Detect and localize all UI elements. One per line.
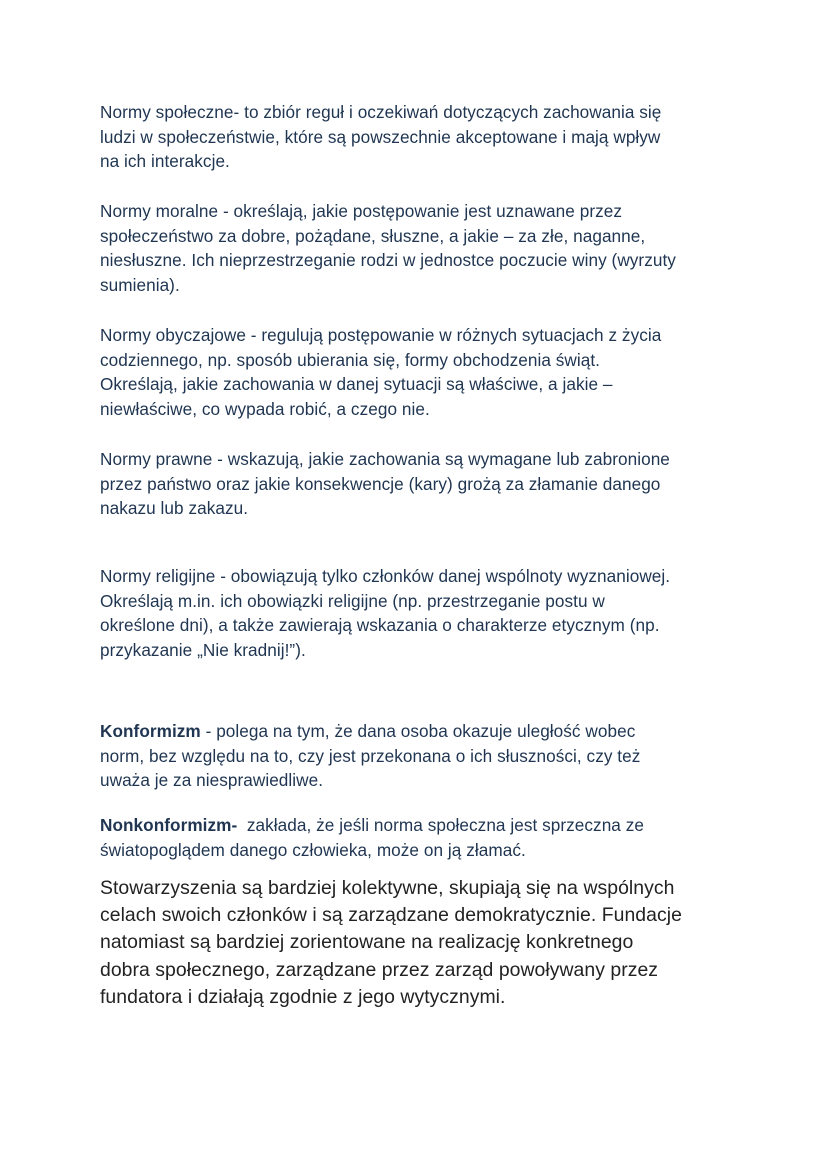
- text-line: Normy religijne - obowiązują tylko członków danej wspólnoty wyznaniowej.: [100, 566, 671, 586]
- text-line: natomiast są bardziej zorientowane na realizację konkretnego: [100, 931, 634, 954]
- text-line: [100, 813, 740, 838]
- text-line: na ich interakcje.: [100, 151, 230, 171]
- text-line: Normy obyczajowe - regulują postępowanie w różnych sytuacjach z życia: [100, 325, 662, 345]
- paragraph-custom-norms: [100, 323, 740, 421]
- text-line: nakazu lub zakazu.: [100, 498, 249, 518]
- text-run: zakłada, że jeśli norma społeczna jest sprzeczna ze: [237, 815, 644, 835]
- paragraph-legal-norms: [100, 447, 740, 521]
- text-line: światopoglądem danego człowieka, może on ją złamać.: [100, 839, 526, 860]
- text-line: określone dni), a także zawierają wskazania o charakterze etycznym (np.: [100, 615, 660, 635]
- text-line: niewłaściwe, co wypada robić, a czego nie.: [100, 398, 430, 419]
- text-line: niesłuszne. Ich nieprzestrzeganie rodzi w jednostce poczucie winy (wyrzuty: [100, 250, 676, 270]
- text-line: norm, bez względu na to, czy jest przekonana o ich słuszności, czy też: [100, 745, 641, 766]
- term-conformism: Konformizm: [100, 721, 201, 741]
- paragraph-moral-norms: [100, 199, 740, 297]
- text-line: sumienia).: [100, 274, 180, 295]
- text-run: - polega na tym, że dana osoba okazuje uległość wobec: [200, 721, 636, 741]
- paragraph-nonconformism: [100, 813, 740, 862]
- text-line: przykazanie „Nie kradnij!”).: [100, 639, 306, 660]
- text-line: Stowarzyszenia są bardziej kolektywne, skupiają się na wspólnych: [100, 877, 675, 899]
- paragraph-social-norms: [100, 100, 740, 174]
- text-line: społeczeństwo za dobre, pożądane, słuszne, a jakie – za złe, naganne,: [100, 225, 646, 246]
- term-nonconformism: Nonkonformizm-: [100, 815, 238, 835]
- text-line: Określają m.in. ich obowiązki religijne (np. przestrzeganie postu w: [100, 590, 605, 611]
- text-line: Normy moralne - określają, jakie postępowanie jest uznawane przez: [100, 201, 622, 221]
- text-line: fundatora i działają zgodnie z jego wytycznymi.: [100, 985, 506, 1008]
- text-line: [100, 719, 740, 744]
- text-line: codziennego, np. sposób ubierania się, formy obchodzenia świąt.: [100, 349, 600, 370]
- text-line: przez państwo oraz jakie konsekwencje (kary) grożą za złamanie danego: [100, 473, 661, 494]
- paragraph-religious-norms: [100, 564, 740, 662]
- text-line: Określają, jakie zachowania w danej sytuacji są właściwe, a jakie –: [100, 374, 613, 394]
- text-line: Normy społeczne- to zbiór reguł i oczekiwań dotyczących zachowania się: [100, 102, 662, 122]
- text-line: dobra społecznego, zarządzane przez zarząd powoływany przez: [100, 958, 659, 981]
- paragraph-associations-foundations: [100, 875, 760, 1011]
- text-line: celach swoich członków i są zarządzane demokratycznie. Fundacje: [100, 904, 682, 927]
- text-line: uważa je za niesprawiedliwe.: [100, 770, 324, 790]
- paragraph-conformism: [100, 719, 740, 793]
- text-line: ludzi w społeczeństwie, które są powszechnie akceptowane i mają wpływ: [100, 126, 661, 147]
- text-line: Normy prawne - wskazują, jakie zachowania są wymagane lub zabronione: [100, 449, 670, 469]
